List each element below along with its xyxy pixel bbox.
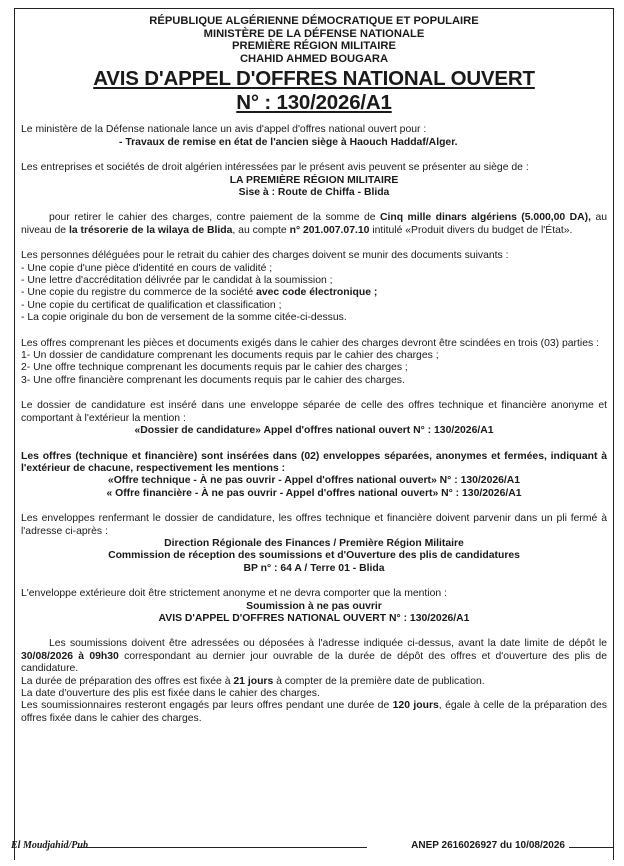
engagement-days: 120 jours: [392, 700, 439, 712]
financial-mention: « Offre financière - À ne pas ouvrir - Appel d'offres national ouvert» N° : 130/2026/A1: [106, 487, 522, 499]
notice-title: AVIS D'APPEL D'OFFRES NATIONAL OUVERT: [93, 67, 535, 91]
documents-intro: Les personnes déléguées pour le retrait du cahier des charges doivent se munir des documents suivants :: [21, 250, 509, 262]
document-item-5: - La copie originale du bon de versement de la somme citée-ci-dessus.: [21, 312, 347, 324]
outer-line-1: Soumission à ne pas ouvrir: [246, 600, 382, 612]
intro-text: Le ministère de la Défense nationale lance un avis d'appel d'offres national ouvert pour :: [21, 124, 427, 136]
payment-paragraph: [21, 212, 607, 237]
engagement-text-2: , égale à celle de la préparation des offres fixée dans le cahier des charges.: [21, 700, 607, 724]
header-line-2: MINISTÈRE DE LA DÉFENSE NATIONALE: [203, 27, 425, 40]
payment-text-1: pour retirer le cahier des charges, contre paiement de la somme de: [49, 212, 380, 224]
duration-days: 21 jours: [233, 675, 274, 687]
duration-text-1: La durée de préparation des offres est fixée à: [21, 675, 234, 687]
duration-text-2: à compter de la première date de publication.: [273, 675, 485, 687]
payment-amount: Cinq mille dinars algériens (5.000,00 DA),: [380, 212, 591, 224]
payment-treasury: la trésorerie de la wilaya de Blida: [68, 224, 233, 236]
eligibility-address: Sise à : Route de Chiffa - Blida: [238, 187, 390, 198]
payment-text-2: au niveau de: [21, 212, 607, 236]
outer-line-2: AVIS D'APPEL D'OFFRES NATIONAL OUVERT N° : 130/2026/A1: [158, 612, 470, 624]
delivery-line-3: BP n° : 64 A / Terre 01 - Blida: [243, 562, 385, 574]
payment-text-3: , au compte: [232, 224, 290, 236]
notice-footer: [11, 840, 613, 854]
delivery-line-1: Direction Régionale des Finances / Première Région Militaire: [164, 537, 464, 549]
payment-text-4: intitulé «Produit divers du budget de l'État».: [369, 224, 573, 236]
candidature-mention: «Dossier de candidature» Appel d'offres national ouvert N° : 130/2026/A1: [134, 425, 494, 437]
offers-intro: Les offres comprenant les pièces et documents exigés dans le cahier des charges devront être scindées en trois (03) parties :: [21, 337, 599, 349]
footer-rule-left: [77, 847, 367, 848]
anep-reference: ANEP 2616026927 du 10/08/2026: [411, 840, 565, 851]
deadline-text-2: correspondant au dernier jour ouvrable de la durée de dépôt des offres et d'ouverture des plis de candidature.: [21, 650, 607, 675]
deadline-date: 30/08/2026 à 09h30: [21, 650, 119, 662]
intro-object: - Travaux de remise en état de l'ancien siège à Haouch Haddaf/Alger.: [119, 136, 458, 148]
notice-frame: [11, 8, 614, 860]
payment-account: n° 201.007.07.10: [289, 224, 370, 236]
engagement-text-1: Les soumissionnaires resteront engagés par leurs offres pendant une durée de: [21, 700, 393, 712]
header-line-3: PREMIÈRE RÉGION MILITAIRE: [232, 40, 396, 53]
deadline-paragraph: [21, 638, 607, 675]
header-line-4: CHAHID AHMED BOUGARA: [239, 52, 389, 65]
document-item-1: - Une copie d'une pièce d'identité en cours de validité ;: [21, 262, 273, 274]
header-line-1: RÉPUBLIQUE ALGÉRIENNE DÉMOCRATIQUE ET POPULAIRE: [149, 15, 479, 27]
document-item-3-bold: avec code électronique ;: [256, 287, 378, 299]
notice-content: [21, 15, 607, 725]
delivery-text: Les enveloppes renfermant le dossier de candidature, les offres technique et financière doivent parvenir dans un pli fermé à l'adresse ci-après :: [21, 513, 607, 537]
outer-text: L'enveloppe extérieure doit être strictement anonyme et ne devra comporter que la mention :: [21, 588, 447, 600]
technical-mention: «Offre technique - À ne pas ouvrir - Appel d'offres national ouvert» N° : 130/2026/A1: [107, 475, 521, 487]
duration-line: [21, 676, 607, 688]
offer-item-2: 2- Une offre technique comprenant les documents requis par le cahier des charges ;: [21, 362, 408, 374]
envelopes-text: Les offres (technique et financière) sont insérées dans (02) enveloppes séparées, anonymes et fermées, indiquant à l'extérieur de chacune, respectivement les mentions :: [21, 450, 607, 474]
publisher-source: El Moudjahid/Pub: [11, 840, 88, 851]
footer-rule-right: [569, 847, 613, 848]
document-item-3: [21, 287, 607, 299]
candidature-text: Le dossier de candidature est inséré dans une enveloppe séparée de celle des offres technique et financière anonyme et comportant à l'extérieur la mention :: [21, 400, 607, 424]
opening-line: La date d'ouverture des plis est fixée dans le cahier des charges.: [21, 688, 320, 699]
document-item-4: - Une copie du certificat de qualification et classification ;: [21, 299, 282, 311]
offer-item-1: 1- Un dossier de candidature comprenant les documents requis par le cahier des charges ;: [21, 350, 439, 362]
document-item-2: - Une lettre d'accréditation délivrée par le candidat à la soumission ;: [21, 275, 333, 287]
eligibility-place: LA PREMIÈRE RÉGION MILITAIRE: [229, 174, 399, 186]
delivery-line-2: Commission de réception des soumissions et d'Ouverture des plis de candidatures: [108, 550, 520, 562]
engagement-line: [21, 700, 607, 725]
deadline-text-1: Les soumissions doivent être adressées ou déposées à l'adresse indiquée ci-dessus, avant la date limite de dépôt le: [49, 638, 607, 650]
offer-item-3: 3- Une offre financière comprenant les documents requis par le cahier des charges.: [21, 374, 405, 386]
notice-number: N° : 130/2026/A1: [236, 91, 392, 115]
eligibility-text: Les entreprises et sociétés de droit algérien intéressées par le présent avis peuvent se présenter au siège de :: [21, 162, 529, 174]
top-border: [15, 8, 613, 9]
document-item-3-text: - Une copie du registre du commerce de la société: [21, 287, 257, 299]
